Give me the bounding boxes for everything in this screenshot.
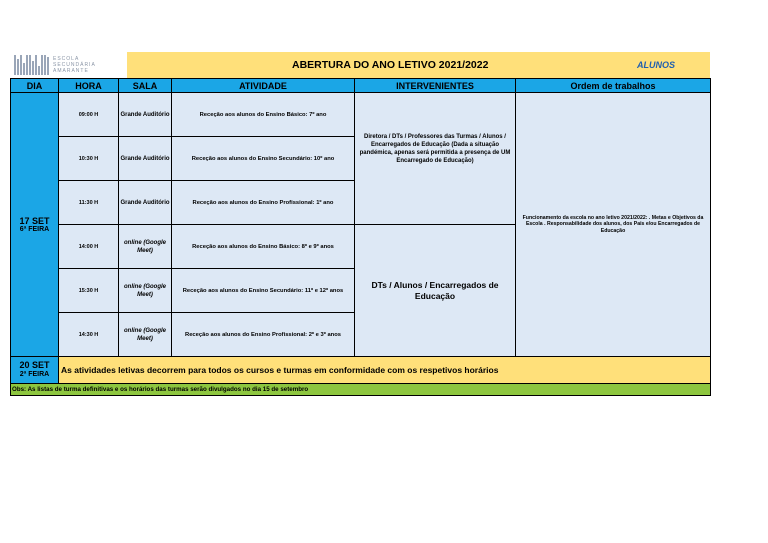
logo-text: ESCOLA SECUNDÁRIA AMARANTE [53, 56, 96, 74]
hora-cell: 10:30 H [59, 137, 119, 181]
col-header-intervenientes: INTERVENIENTES [355, 79, 516, 93]
day-date: 20 SET [19, 360, 50, 370]
page-title: ABERTURA DO ANO LETIVO 2021/2022 [292, 59, 489, 71]
day-cell-17set [11, 93, 59, 357]
hora-cell: 14:00 H [59, 225, 119, 269]
schedule-table [10, 78, 711, 396]
atividade-cell: Receção aos alunos do Ensino Profissional: 1º ano [172, 181, 355, 225]
table-row-20set [11, 357, 711, 384]
logo-bars-icon [14, 55, 49, 75]
sala-cell: online (Google Meet) [119, 313, 172, 357]
atividade-cell: Receção aos alunos do Ensino Básico: 8º e 9º anos [172, 225, 355, 269]
atividade-cell: Receção aos alunos do Ensino Secundário: 10º ano [172, 137, 355, 181]
col-header-dia: DIA [11, 79, 59, 93]
col-header-ordem: Ordem de trabalhos [516, 79, 711, 93]
audience-label: ALUNOS [637, 60, 675, 70]
hora-cell: 11:30 H [59, 181, 119, 225]
day2-message: As atividades letivas decorrem para todos os cursos e turmas em conformidade com os respetivos horários [59, 357, 711, 384]
col-header-atividade: ATIVIDADE [172, 79, 355, 93]
sala-cell: Grande Auditório [119, 137, 172, 181]
sala-cell: Grande Auditório [119, 93, 172, 137]
hora-cell: 09:00 H [59, 93, 119, 137]
schedule-document [10, 52, 710, 396]
sala-cell: online (Google Meet) [119, 225, 172, 269]
atividade-cell: Receção aos alunos do Ensino Básico: 7º ano [172, 93, 355, 137]
sala-cell: online (Google Meet) [119, 269, 172, 313]
atividade-cell: Receção aos alunos do Ensino Profissional: 2º e 3º anos [172, 313, 355, 357]
column-headers [11, 79, 711, 93]
obs-note: Obs: As listas de turma definitivas e os horários das turmas serão divulgados no dia 15 de setembro [11, 384, 711, 396]
atividade-cell: Receção aos alunos do Ensino Secundário: 11º e 12º anos [172, 269, 355, 313]
intervenientes-cell-2: DTs / Alunos / Encarregados de Educação [355, 225, 516, 357]
hora-cell: 15:30 H [59, 269, 119, 313]
col-header-sala: SALA [119, 79, 172, 93]
table-row [11, 93, 711, 137]
title-band [127, 52, 710, 78]
day-weekday: 2ª FEIRA [19, 371, 50, 378]
school-logo [10, 52, 127, 78]
header-row [10, 52, 710, 78]
intervenientes-cell-1: Diretora / DTs / Professores das Turmas / Alunos / Encarregados de Educação (Dada a situação pandémica, apenas será permitida a presença de UM Encarregado de Educação) [355, 93, 516, 225]
col-header-hora: HORA [59, 79, 119, 93]
day-date: 17 SET [19, 216, 50, 226]
obs-row [11, 384, 711, 396]
day-cell-20set [11, 357, 59, 384]
ordem-trabalhos-cell: Funcionamento da escola no ano letivo 2021/2022: . Metas e Objetivos da Escola . Responsabilidade dos alunos, dos Pais e/ou Encarregados de Educação [516, 93, 711, 357]
day-weekday: 6ª FEIRA [19, 226, 50, 233]
hora-cell: 14:30 H [59, 313, 119, 357]
sala-cell: Grande Auditório [119, 181, 172, 225]
